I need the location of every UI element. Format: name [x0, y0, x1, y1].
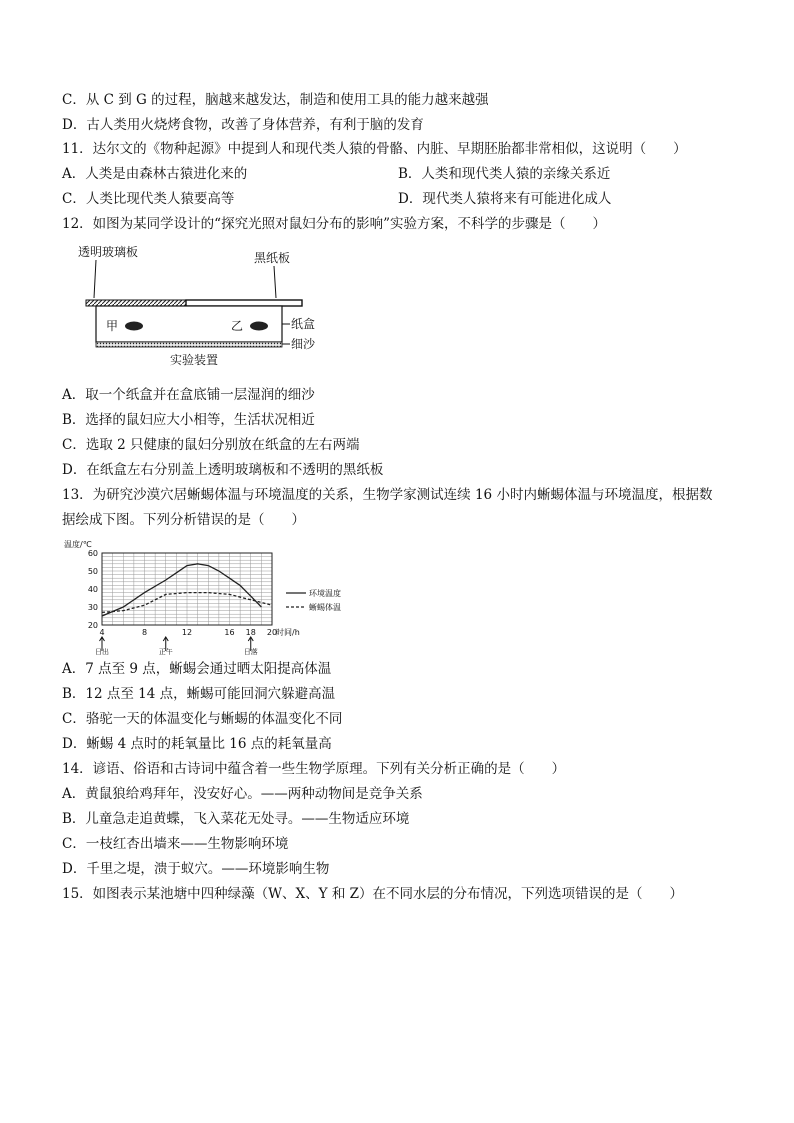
label-glass: 透明玻璃板 [78, 245, 139, 259]
label-sand: 细沙 [291, 337, 316, 351]
q13-option-c: C．骆驼一天的体温变化与蜥蜴的体温变化不同 [62, 711, 343, 727]
q12-option-b: B．选择的鼠妇应大小相等，生活状况相近 [62, 412, 315, 428]
x-axis-label: 时间/h [276, 628, 300, 637]
q11-option-d: D．现代类人猿将来有可能进化成人 [398, 191, 612, 207]
pillbug-right-icon [250, 322, 268, 331]
y-tick-label: 60 [87, 549, 98, 558]
black-paper-board [186, 300, 302, 306]
q14-option-a: A．黄鼠狼给鸡拜年，没安好心。——两种动物间是竞争关系 [62, 786, 423, 802]
glass-pointer [94, 260, 96, 298]
q15-stem: 15．如图表示某池塘中四种绿藻（W、X、Y 和 Z）在不同水层的分布情况，下列选项错误的是（ ） [62, 886, 684, 902]
legend-label: 蜥蜴体温 [309, 603, 341, 612]
chart-axes [64, 539, 300, 637]
q10-option-d: D．古人类用火烧烤食物，改善了身体营养，有利于脑的发育 [62, 117, 424, 133]
label-yi: 乙 [231, 319, 244, 333]
q13-stem-line1: 13．为研究沙漠穴居蜥蜴体温与环境温度的关系，生物学家测试连续 16 小时内蜥蜴体温与环境温度，根据数 [62, 487, 713, 503]
x-tick-label: 20 [266, 628, 278, 637]
q13-option-d: D．蜥蜴 4 点时的耗氧量比 16 点的耗氧量高 [62, 736, 332, 752]
x-tick-label: 8 [141, 628, 148, 637]
y-tick-label: 30 [87, 603, 98, 612]
q13-option-a: A．7 点至 9 点，蜥蜴会通过晒太阳提高体温 [62, 661, 332, 677]
glass-plate [86, 300, 186, 306]
q11-option-a: A．人类是由森林古猿进化来的 [62, 166, 248, 182]
q13-option-b: B．12 点至 14 点，蜥蜴可能回洞穴躲避高温 [62, 686, 336, 702]
q10-option-c: C．从 C 到 G 的过程，脑越来越发达，制造和使用工具的能力越来越强 [62, 92, 489, 108]
q14-stem: 14．谚语、俗语和古诗词中蕴含着一些生物学原理。下列有关分析正确的是（ ） [62, 761, 566, 777]
q11-option-b: B．人类和现代类人猿的亲缘关系近 [398, 166, 611, 182]
q12-experiment-figure [66, 240, 336, 370]
y-tick-label: 50 [87, 567, 98, 576]
x-tick-label: 12 [181, 628, 193, 637]
q11-stem: 11．达尔文的《物种起源》中提到人和现代类人猿的骨骼、内脏、早期胚胎都非常相似，这说明（ ） [62, 141, 687, 157]
q13-stem-line2: 据绘成下图。下列分析错误的是（ ） [62, 512, 305, 528]
label-black-board: 黑纸板 [254, 251, 291, 265]
q12-option-d: D．在纸盒左右分别盖上透明玻璃板和不透明的黑纸板 [62, 462, 384, 478]
q12-option-c: C．选取 2 只健康的鼠妇分别放在纸盒的左右两端 [62, 437, 360, 453]
q12-stem: 12．如图为某同学设计的“探究光照对鼠妇分布的影响”实验方案，不科学的步骤是（ ） [62, 216, 606, 232]
label-box: 纸盒 [291, 317, 316, 331]
annotation-label: 日落 [243, 648, 258, 655]
legend-label: 环境温度 [309, 589, 341, 598]
x-tick-label: 16 [224, 628, 235, 637]
series-line-1 [102, 564, 261, 616]
sand-layer [96, 342, 282, 347]
pillbug-left-icon [125, 322, 143, 331]
y-tick-label: 40 [87, 585, 98, 594]
x-tick-label: 4 [99, 628, 105, 637]
y-axis-label: 温度/℃ [64, 540, 92, 549]
annotation-label: 正午 [158, 648, 173, 655]
q14-option-b: B．儿童急走追黄蝶，飞入菜花无处寻。——生物适应环境 [62, 811, 410, 827]
black-pointer [274, 266, 276, 298]
q13-temperature-chart [62, 533, 372, 655]
chart-grid [102, 553, 272, 625]
chart-legend [286, 588, 341, 612]
q12-option-a: A．取一个纸盒并在盒底铺一层湿润的细沙 [62, 387, 315, 403]
figure-caption: 实验装置 [170, 353, 219, 367]
y-tick-label: 20 [87, 621, 98, 630]
label-jia: 甲 [106, 319, 119, 333]
annotation-label: 日出 [95, 648, 109, 655]
chart-labels [95, 637, 258, 655]
x-tick-label: 18 [245, 628, 256, 637]
q11-option-c: C．人类比现代类人猿要高等 [62, 191, 235, 207]
q14-option-d: D．千里之堤，溃于蚁穴。——环境影响生物 [62, 861, 330, 877]
q14-option-c: C．一枝红杏出墙来——生物影响环境 [62, 836, 289, 852]
